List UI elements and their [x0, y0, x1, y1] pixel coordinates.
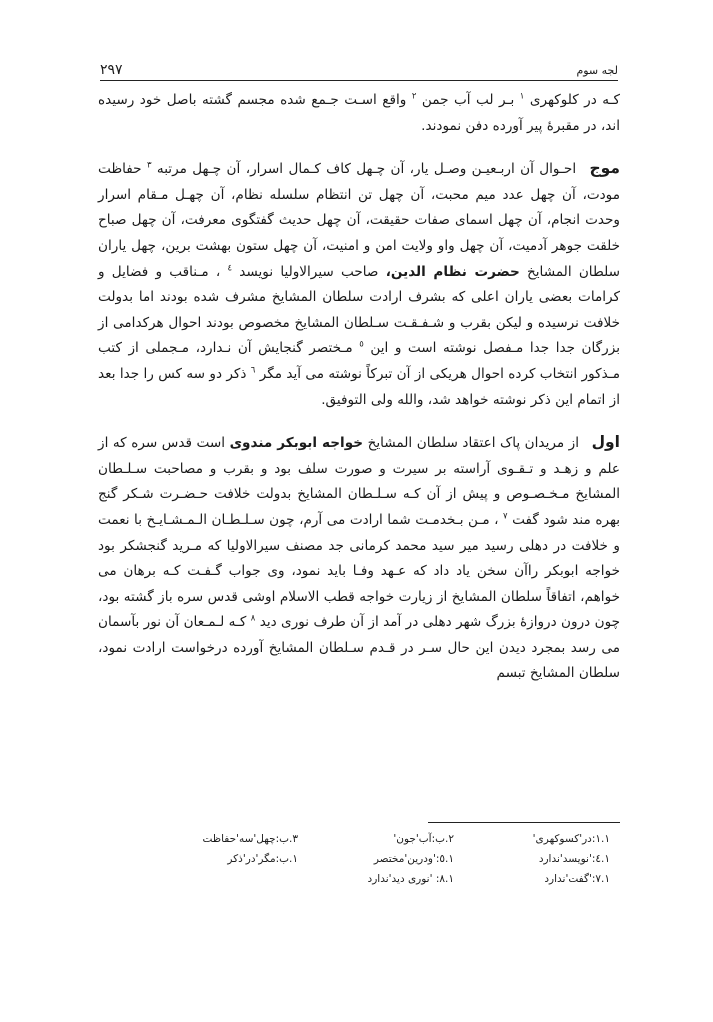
- text-segment: ، مـن بـخدمـت شما ارادت می آرم، چون سـلـطـان الـمـشـایـخ با نعمت و خلافت در دهلی رسید میر سید محمد کرمانی جد مصنف سیرالاولیا که مـرید گنجشکر بود خواجه ابوبکر راآن سخن یاد داد که عـهد وفـا باید نمود، وی جواب گـفـت کـه برهان می خواهم، اتفاقاً سلطان المشایخ از زیارت خواجه قطب الاسلام اوشی قدس سره باز گشته بود، چون درون دروازۀ بزرگ شهر دهلی در آمد از آن طرف نوری دید: [98, 511, 621, 631]
- paragraph-1: [98, 88, 620, 139]
- footnote-row: [140, 869, 610, 889]
- footnote-marker: ۳: [146, 160, 152, 171]
- bold-name: حضرت نظام الدین،: [385, 263, 520, 280]
- page-header: [100, 58, 618, 81]
- running-title: لجه سوم: [576, 64, 618, 77]
- footnote-marker: ٧: [503, 511, 508, 522]
- text-segment: ، مـناقب و فضایل و کرامات بعضی یاران اعلی که بشرف ارادت سلطان المشایخ مشرف شده بودند اما بدولت خلافت نرسیده و لیکن بقرب و شـفـقـت سـلطان المشایخ مخصوص بودند احوال هرکدامی از بزرگان جدا جدا مـفصل نوشته است و این: [98, 263, 621, 357]
- text-segment: است قدس سره که از علم و زهـد و تـقـوی آراسته بر سیرت و صورت سلف بود و بقرب و مصاحبت سـلـطان المشایخ مـخـصـوص و پیش از آن کـه سـلـطان المشایخ بدولت خلافت حـضـرت شـکر گنج بهره مند شود گفت: [98, 435, 620, 528]
- footnote-divider: [428, 822, 620, 823]
- footnote: ۲.ب:آب'جون': [393, 833, 454, 845]
- paragraph-heading: موج: [589, 159, 620, 178]
- paragraph-3: [98, 430, 620, 687]
- text-segment: مـختصر گنجایش آن نـدارد، مـجملی از کتب مـذکور انتخاب کرده احوال هریکی از آن تبرکاً نوشته می آید مگر: [98, 340, 620, 382]
- bold-name: خواجه ابوبکر مندوی: [229, 435, 364, 452]
- footnote: ۱.٨: 'نوری دید'ندارد: [367, 873, 454, 885]
- text-segment: واقع اسـت جـمع شده مجسم گشته باصل خود رسیده اند، در مقبرۀ پیر آورده دفن نمودند.: [98, 92, 620, 134]
- footnote-marker: ۱: [519, 91, 525, 102]
- footnotes: [140, 829, 610, 889]
- text-segment: کـه لـمـعان آن نور بآسمان می رسد بمجرد دیدن این حال سـر در قـدم سـلطان المشایخ آورده درخواست ارادت نمود، سلطان المشایخ تبسم: [98, 614, 620, 682]
- footnote: ۳.ب:چهل'سه'حفاظت: [202, 833, 298, 845]
- text-segment: حفاظت مودت، آن چهل عدد میم محبت، آن چهل تن انتظام سلسله نظام، آن چهـل مـقام اسرار وحدت انجام، آن چهل اسمای صفات حقیقت، آن چهل حدیث گفتگوی معرفت، آن چهل صباح خلقت جوهر آدمیت، آن چهل واو ولایت امن و امنیت، آن چهل ستون بهشت برین، چهل یاران سلطان المشایخ: [98, 161, 620, 280]
- text-segment: ذکر دو سه کس را جدا بعد از اتمام این ذکر نوشته خواهد شد، والله ولی التوفیق.: [98, 365, 620, 408]
- footnote: ۱.۱:در'کسوکهری': [532, 833, 610, 845]
- footnote-marker: ۲: [411, 91, 417, 102]
- text-segment: بـر لب آب جمن: [421, 92, 515, 108]
- footnote: ۱.٥:'ودرین'مختصر: [373, 853, 454, 865]
- footnote: ۱.٧:'گفت'ندارد: [544, 873, 610, 885]
- body-text: [98, 88, 620, 687]
- footnote: ۱.ب:مگر'در'ذکر: [227, 853, 298, 865]
- paragraph-2: [98, 156, 620, 413]
- footnote-row: [140, 849, 610, 869]
- paragraph-heading: اول: [591, 433, 620, 452]
- text-segment: احـوال آن اربـعیـن وصـل یار، آن چـهل کاف کـمال اسرار، آن چـهل مرتبه: [156, 161, 577, 178]
- text-segment: از مریدان پاک اعتقاد سلطان المشایخ: [367, 435, 580, 452]
- text-segment: کـه در کلوکهری: [529, 92, 621, 108]
- footnote-marker: ٦: [250, 365, 256, 376]
- footnote-marker: ٤: [227, 263, 233, 274]
- footnote-marker: ٨: [250, 613, 256, 624]
- footnote-marker: ٥: [359, 339, 364, 350]
- text-segment: صاحب سیرالاولیا نویسد: [239, 263, 379, 280]
- page-number: ۲۹۷: [100, 62, 123, 78]
- footnote: ۱.٤:'نویسد'ندارد: [538, 853, 610, 865]
- footnote-row: [140, 829, 610, 849]
